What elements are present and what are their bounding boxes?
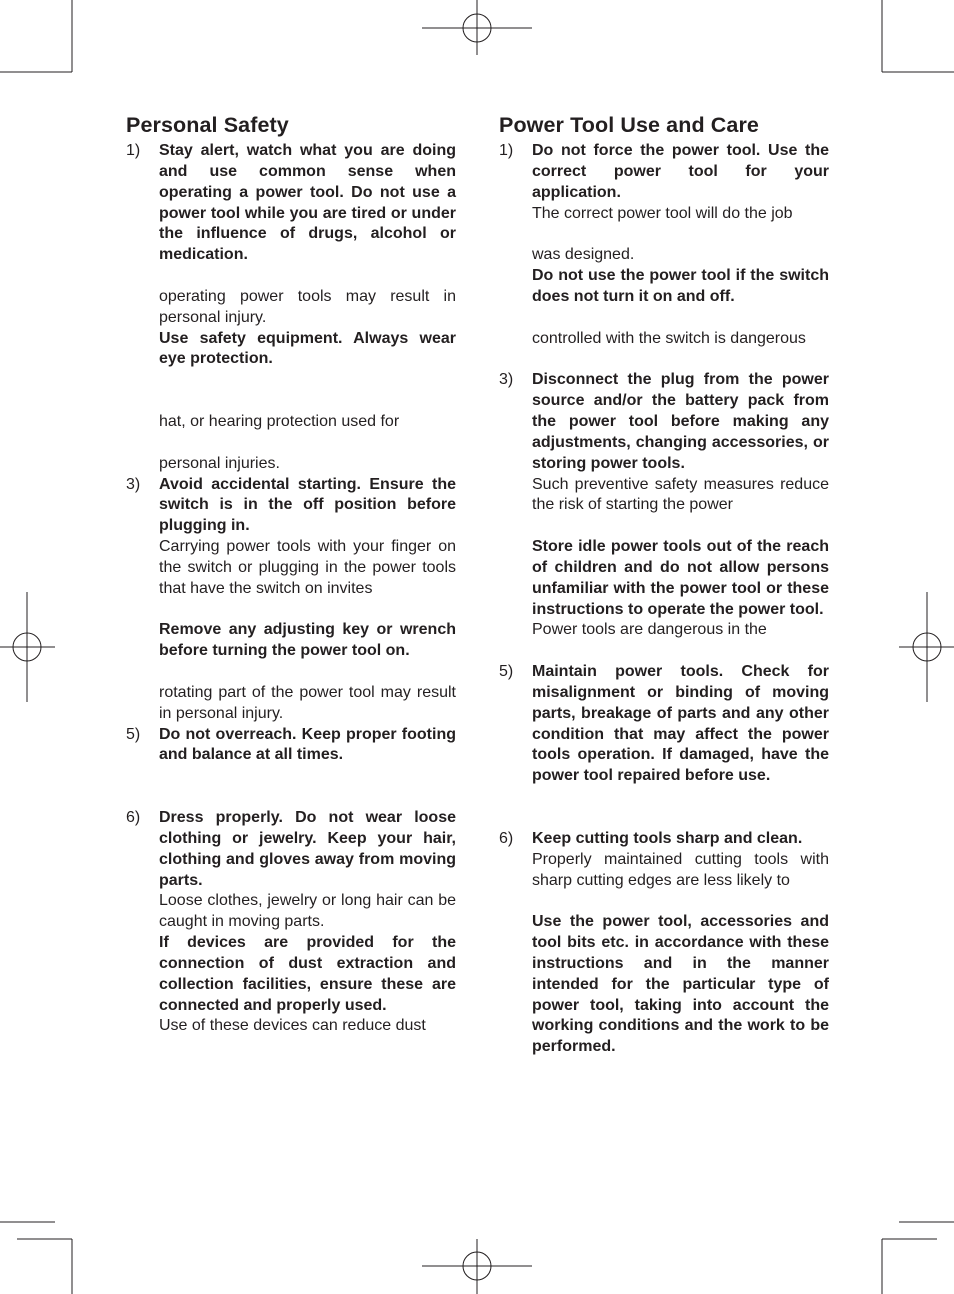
explanation: hat, or hearing protection used for bbox=[159, 412, 400, 430]
item-number: 3) bbox=[126, 475, 141, 493]
instruction: Do not force the power tool. Use the correct power tool for your application. bbox=[532, 142, 829, 201]
list-item bbox=[126, 475, 456, 725]
instruction: Use the power tool, accessories and tool bits etc. in accordance with these instructions and in the manner intended for the particular type of power tool, taking into account the working conditions and the work to be performed. bbox=[532, 913, 829, 1056]
explanation: controlled with the switch is dangerous bbox=[532, 329, 806, 347]
item-number: 3) bbox=[499, 371, 514, 389]
list-item bbox=[499, 829, 829, 1058]
explanation: Such preventive safety measures reduce the risk of starting the power bbox=[532, 475, 829, 514]
explanation: The correct power tool will do the job bbox=[532, 204, 793, 222]
instruction: Use safety equipment. Always wear eye protection. bbox=[159, 329, 456, 368]
item-number: 1) bbox=[499, 142, 514, 159]
instruction: Do not overreach. Keep proper footing and balance at all times. bbox=[159, 725, 456, 764]
item-number: 6) bbox=[126, 809, 141, 826]
instruction: Maintain power tools. Check for misalignment or binding of moving parts, breakage of parts and any other condition that may affect the power tools operation. If damaged, have the power tool repaired before use. bbox=[532, 663, 829, 785]
section-title: Power Tool Use and Care bbox=[499, 113, 759, 137]
explanation: was designed. bbox=[532, 246, 635, 264]
list-item bbox=[126, 141, 456, 475]
explanation: Carrying power tools with your finger on the switch or plugging in the power tools that have the switch on invites bbox=[159, 538, 456, 597]
explanation: Power tools are dangerous in the bbox=[532, 621, 767, 639]
list-item bbox=[126, 725, 456, 767]
instruction: Remove any adjusting key or wrench before turning the power tool on. bbox=[159, 621, 456, 660]
item-number: 5) bbox=[499, 663, 514, 681]
instruction: Do not use the power tool if the switch does not turn it on and off. bbox=[532, 267, 829, 305]
instruction: Avoid accidental starting. Ensure the switch is in the off position before plugging in. bbox=[159, 475, 456, 535]
instruction: Keep cutting tools sharp and clean. bbox=[532, 829, 803, 847]
explanation: operating power tools may result in personal injury. bbox=[159, 287, 456, 326]
instruction: Stay alert, watch what you are doing and use common sense when operating a power tool. Do not use a power tool while you are tired or under the influence of drugs, alcohol or medication. bbox=[159, 142, 456, 264]
explanation: Use of these devices can reduce dust bbox=[159, 1017, 426, 1035]
list-item bbox=[499, 662, 829, 787]
explanation: rotating part of the power tool may result in personal injury. bbox=[159, 683, 456, 722]
explanation: Loose clothes, jewelry or long hair can be caught in moving parts. bbox=[159, 892, 456, 931]
instruction: If devices are provided for the connection of dust extraction and collection facilities, ensure these are connected and properly used. bbox=[159, 934, 456, 1014]
explanation: personal injuries. bbox=[159, 454, 280, 472]
item-number: 5) bbox=[126, 725, 141, 743]
instruction: Store idle power tools out of the reach of children and do not allow persons unfamiliar with the power tool or these instructions to operate the power tool. bbox=[532, 538, 829, 618]
explanation: Properly maintained cutting tools with sharp cutting edges are less likely to bbox=[532, 850, 829, 889]
list-item bbox=[499, 141, 829, 349]
section-title: Personal Safety bbox=[126, 113, 289, 137]
item-number: 6) bbox=[499, 829, 514, 847]
list-item bbox=[499, 370, 829, 641]
personal-safety-section bbox=[126, 112, 456, 1037]
item-number: 1) bbox=[126, 142, 141, 159]
list-item bbox=[126, 808, 456, 1037]
power-tool-care-section bbox=[499, 112, 829, 1058]
instruction: Disconnect the plug from the power source and/or the battery pack from the power tool before making any adjustments, changing accessories, or storing power tools. bbox=[532, 371, 829, 472]
instruction: Dress properly. Do not wear loose clothing or jewelry. Keep your hair, clothing and gloves away from moving parts. bbox=[159, 809, 456, 889]
